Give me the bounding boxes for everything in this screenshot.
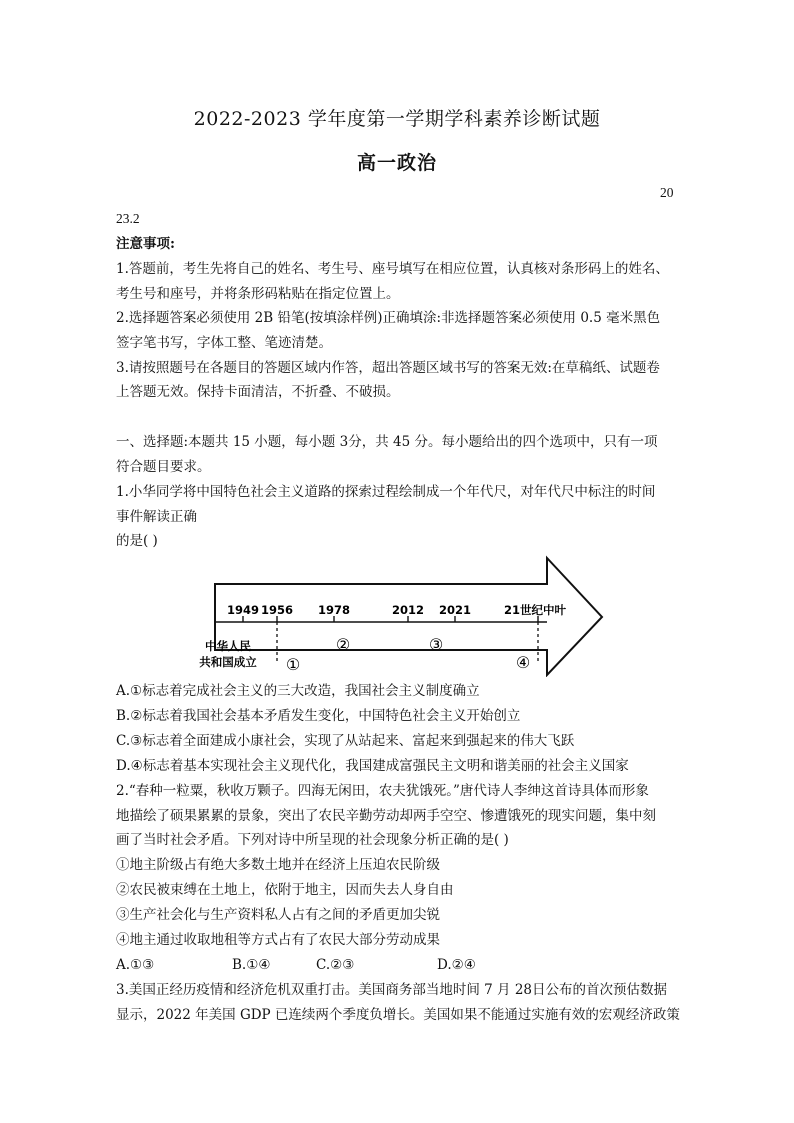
notice-line: 签字笔书写，字体工整、笔迹清楚。 xyxy=(116,335,332,351)
q1-timeline-diagram xyxy=(190,553,610,677)
notice-line: 1.答题前，考生先将自己的姓名、考生号、座号填写在相应位置，认真核对条形码上的姓名、 xyxy=(116,261,669,277)
q2-item: ①地主阶级占有绝大多数土地并在经济上压迫农民阶级 xyxy=(116,857,440,873)
q2-stem: 地描绘了硕果累累的景象，突出了农民辛勤劳动却两手空空、惨遭饿死的现实问题，集中刻 xyxy=(116,808,656,824)
q1-stem: 事件解读正确 xyxy=(116,509,197,525)
q2-item: ④地主通过收取地租等方式占有了农民大部分劳动成果 xyxy=(116,932,440,948)
q1-option-d: D.④标志着基本实现社会主义现代化，我国建成富强民主文明和谐美丽的社会主义国家 xyxy=(116,758,629,774)
notice-line: 考生号和座号，并将条形码粘贴在指定位置上。 xyxy=(116,286,400,302)
timeline-caption: 共和国成立 xyxy=(199,655,257,669)
year-label: 2012 xyxy=(391,603,425,617)
q2-stem: 2.“春种一粒粟，秋收万颗子。四海无闲田，农夫犹饿死。”唐代诗人李绅这首诗具体而形象 xyxy=(116,783,649,799)
q1-stem: 的是( ) xyxy=(116,533,158,549)
section-heading-cont: 符合题目要求。 xyxy=(116,459,211,475)
year-label: 1949 xyxy=(226,603,260,617)
q2-item: ③生产社会化与生产资料私人占有之间的矛盾更加尖锐 xyxy=(116,907,440,923)
marker-1: ① xyxy=(285,655,301,674)
section-heading: 一、选择题:本题共 15 小题，每小题 3分，共 45 分。每小题给出的四个选项中，只有一项 xyxy=(116,434,658,450)
exam-subject: 高一政治 xyxy=(356,152,437,174)
marker-2: ② xyxy=(335,635,351,654)
year-label: 21世纪中叶 xyxy=(503,603,567,617)
q1-option-b: B.②标志着我国社会基本矛盾发生变化，中国特色社会主义开始创立 xyxy=(116,708,521,724)
notice-line: 2.选择题答案必须使用 2B 铅笔(按填涂样例)正确填涂:非选择题答案必须使用 0.5 毫米黑色 xyxy=(116,310,661,326)
q3-stem: 3.美国正经历疫情和经济危机双重打击。美国商务部当地时间 7 月 28日公布的首次预估数据 xyxy=(116,982,668,998)
year-label: 2021 xyxy=(438,603,472,617)
notice-line: 上答题无效。保持卡面清洁，不折叠、不破损。 xyxy=(116,384,400,400)
q1-option-c: C.③标志着全面建成小康社会，实现了从站起来、富起来到强起来的伟大飞跃 xyxy=(116,733,575,749)
notice-line: 3.请按照题号在各题目的答题区域内作答，超出答题区域书写的答案无效:在草稿纸、试题卷 xyxy=(116,360,660,376)
q2-stem: 画了当时社会矛盾。下列对诗中所呈现的社会现象分析正确的是( ) xyxy=(116,832,509,848)
q2-choice-a: A.①③ xyxy=(116,957,155,973)
q3-stem: 显示，2022 年美国 GDP 已连续两个季度负增长。美国如果不能通过实施有效的宏观经济政策 xyxy=(116,1007,680,1023)
marker-4: ④ xyxy=(515,653,531,672)
year-label: 1978 xyxy=(317,603,351,617)
q2-choice-b: B.①④ xyxy=(232,957,271,973)
notice-heading: 注意事项: xyxy=(116,236,175,252)
q2-item: ②农民被束缚在土地上，依附于地主，因而失去人身自由 xyxy=(116,882,454,898)
exam-date-part2: 23.2 xyxy=(116,211,140,226)
q1-option-a: A.①标志着完成社会主义的三大改造，我国社会主义制度确立 xyxy=(116,683,480,699)
marker-3: ③ xyxy=(428,635,444,654)
exam-title: 2022-2023 学年度第一学期学科素养诊断试题 xyxy=(193,108,601,130)
year-label: 1956 xyxy=(260,603,294,617)
q2-choice-c: C.②③ xyxy=(316,957,355,973)
exam-date-part1: 20 xyxy=(660,185,674,200)
timeline-caption: 中华人民 xyxy=(205,639,251,653)
q1-stem: 1.小华同学将中国特色社会主义道路的探索过程绘制成一个年代尺，对年代尺中标注的时间 xyxy=(116,484,656,500)
q2-choice-d: D.②④ xyxy=(437,957,476,973)
